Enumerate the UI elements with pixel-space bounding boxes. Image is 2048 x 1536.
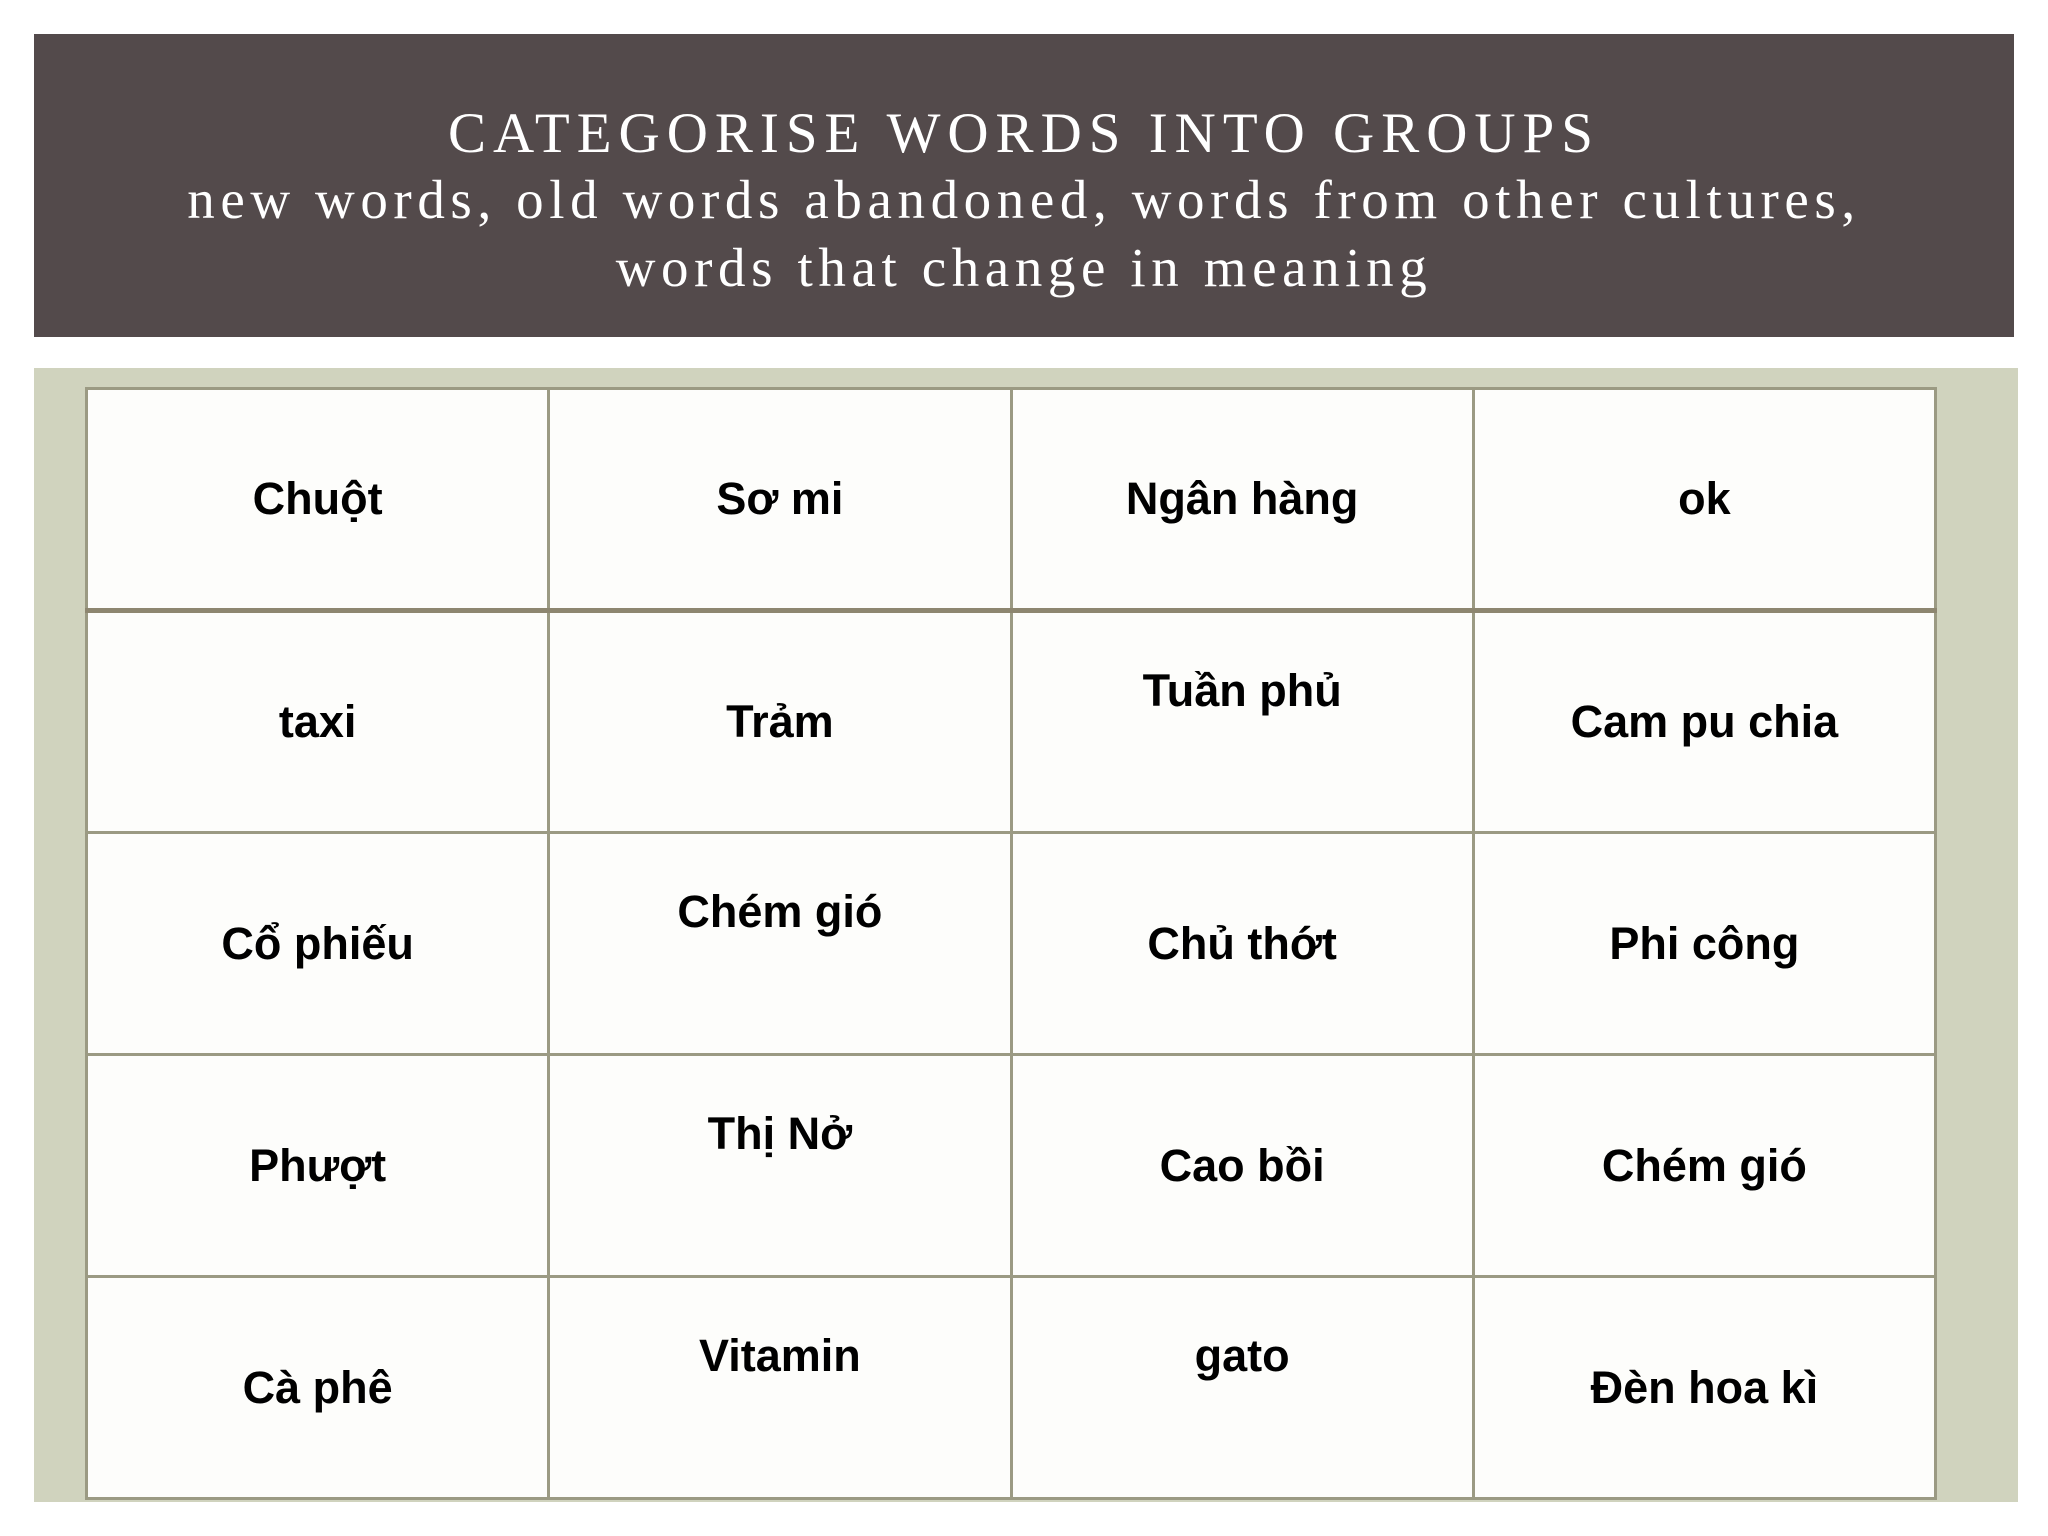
slide-subtitle-line-2: words that change in meaning [615, 237, 1433, 298]
table-cell: Ngân hàng [1011, 389, 1473, 611]
table-cell: Cà phê [87, 1277, 549, 1499]
table-row [87, 833, 1936, 1055]
table-cell: Chủ thớt [1011, 833, 1473, 1055]
table-cell: taxi [87, 611, 549, 833]
table-cell: Sơ mi [549, 389, 1011, 611]
slide-title: CATEGORISE WORDS INTO GROUPS [448, 102, 1600, 165]
table-cell: Chuột [87, 389, 549, 611]
table-cell: Chém gió [1473, 1055, 1935, 1277]
table-cell: Đèn hoa kì [1473, 1277, 1935, 1499]
table-panel [34, 368, 2018, 1502]
table-cell: gato [1011, 1277, 1473, 1499]
table-cell: Vitamin [549, 1277, 1011, 1499]
table-cell: Phi công [1473, 833, 1935, 1055]
word-table [85, 387, 1937, 1500]
table-cell: Trảm [549, 611, 1011, 833]
table-row [87, 1055, 1936, 1277]
table-cell: Cam pu chia [1473, 611, 1935, 833]
table-row [87, 389, 1936, 611]
slide-subtitle-line-1: new words, old words abandoned, words from other cultures, [187, 169, 1861, 230]
table-row [87, 611, 1936, 833]
table-cell: Chém gió [549, 833, 1011, 1055]
table-cell: ok [1473, 389, 1935, 611]
table-cell: Cao bồi [1011, 1055, 1473, 1277]
table-cell: Tuần phủ [1011, 611, 1473, 833]
title-banner [34, 34, 2014, 337]
table-cell: Phượt [87, 1055, 549, 1277]
table-row [87, 1277, 1936, 1499]
table-cell: Thị Nở [549, 1055, 1011, 1277]
table-cell: Cổ phiếu [87, 833, 549, 1055]
